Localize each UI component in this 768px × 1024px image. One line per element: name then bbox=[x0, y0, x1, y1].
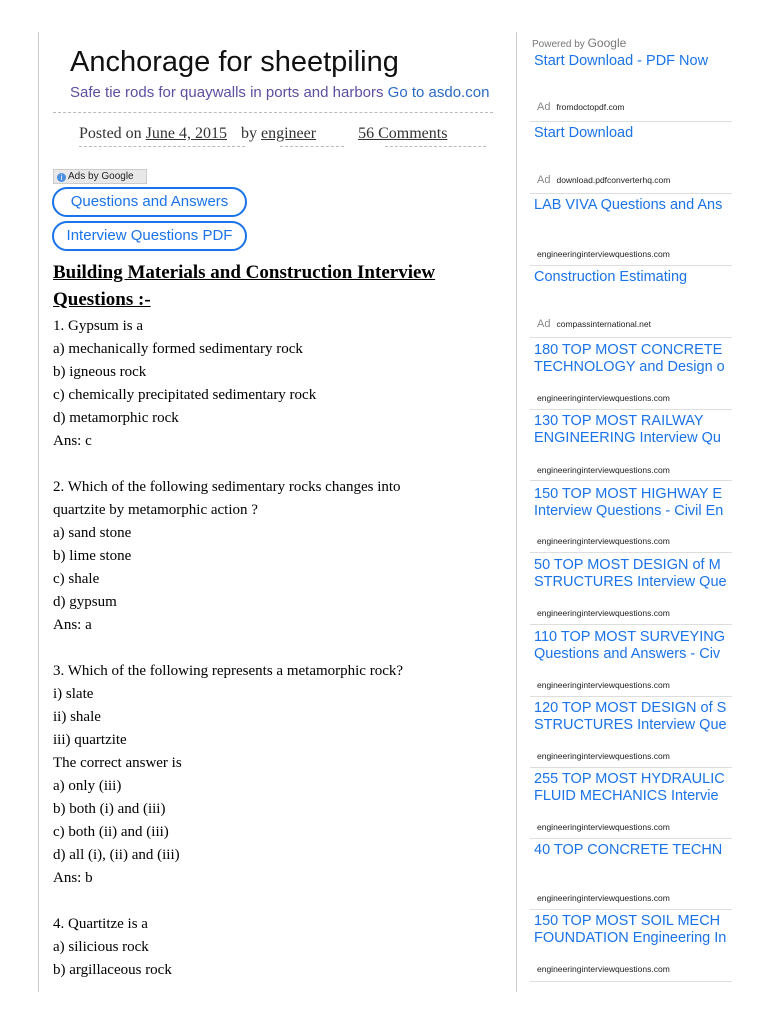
sidebar-ad-link[interactable] bbox=[534, 771, 734, 805]
sidebar-ad-title-line: 150 TOP MOST SOIL MECH bbox=[534, 913, 721, 929]
sidebar-ad-domain-text: engineeringinterviewquestions.com bbox=[537, 822, 670, 832]
sidebar-ad-domain[interactable] bbox=[537, 249, 670, 259]
posted-label: Posted on bbox=[79, 125, 142, 142]
sidebar-ad-domain[interactable] bbox=[537, 393, 670, 403]
question-line: Ans: a bbox=[53, 617, 92, 633]
sidebar-ad-link[interactable] bbox=[534, 842, 734, 859]
sidebar-ad-title-line: Questions and Answers - Civ bbox=[534, 646, 721, 662]
question-line: a) mechanically formed sedimentary rock bbox=[53, 341, 303, 357]
question-line: quartzite by metamorphic action ? bbox=[53, 502, 258, 518]
sidebar-ad-title-line: Start Download bbox=[534, 125, 634, 141]
meta-divider-2 bbox=[280, 146, 344, 147]
sidebar-ad-link[interactable] bbox=[534, 486, 734, 520]
ads-by-google-badge[interactable] bbox=[53, 169, 147, 184]
sidebar-ad-domain[interactable] bbox=[537, 318, 651, 330]
sidebar-ad-domain-text: engineeringinterviewquestions.com bbox=[537, 465, 670, 475]
ad-subtitle-text: Safe tie rods for quaywalls in ports and harbors bbox=[70, 84, 384, 101]
sidebar-ad-domain-text: engineeringinterviewquestions.com bbox=[537, 393, 670, 403]
sidebar-ad-domain-text: fromdoctopdf.com bbox=[556, 102, 625, 112]
question-text: 4. Quartitze is a bbox=[53, 916, 148, 932]
sidebar-ad-domain[interactable] bbox=[537, 174, 670, 186]
sidebar-divider bbox=[530, 696, 732, 697]
question-spacer bbox=[53, 637, 493, 660]
sidebar-ad-title-line: STRUCTURES Interview Que bbox=[534, 574, 727, 590]
question-text: 2. Which of the following sedimentary rocks changes into bbox=[53, 479, 401, 495]
question-spacer bbox=[53, 453, 493, 476]
question-line: iii) quartzite bbox=[53, 732, 127, 748]
ad-marker: Ad bbox=[537, 101, 551, 113]
sidebar-ad-domain-text: engineeringinterviewquestions.com bbox=[537, 751, 670, 761]
sidebar-ad-title-line: Interview Questions - Civil En bbox=[534, 503, 724, 519]
sidebar-ad-title-line: 40 TOP CONCRETE TECHN bbox=[534, 842, 723, 858]
sidebar-ad-domain[interactable] bbox=[537, 101, 625, 113]
sidebar-divider bbox=[530, 337, 732, 338]
questions-and-answers-button[interactable]: Questions and Answers bbox=[52, 187, 247, 217]
sidebar-divider bbox=[530, 767, 732, 768]
sidebar-ad-link[interactable] bbox=[534, 269, 734, 286]
sidebar-ad-title-line: 120 TOP MOST DESIGN of S bbox=[534, 700, 727, 716]
sidebar-ad-domain[interactable] bbox=[537, 680, 670, 690]
article-heading: Building Materials and Construction Interview Questions :- bbox=[53, 262, 436, 310]
sidebar-ad-domain-text: engineeringinterviewquestions.com bbox=[537, 964, 670, 974]
question-line: d) gypsum bbox=[53, 594, 117, 610]
question-line: d) metamorphic rock bbox=[53, 410, 179, 426]
sidebar-ad-title-line: Start Download - PDF Now bbox=[534, 53, 709, 69]
sidebar-ad-title-line: ENGINEERING Interview Qu bbox=[534, 430, 721, 446]
question-line: The correct answer is bbox=[53, 755, 182, 771]
sidebar-ad-title-line: 130 TOP MOST RAILWAY bbox=[534, 413, 704, 429]
ad-marker: Ad bbox=[537, 318, 551, 330]
column-divider bbox=[516, 32, 517, 992]
question-line: a) silicious rock bbox=[53, 939, 149, 955]
question-line: b) lime stone bbox=[53, 548, 132, 564]
sidebar-ad-domain-text: engineeringinterviewquestions.com bbox=[537, 680, 670, 690]
question-text: 1. Gypsum is a bbox=[53, 318, 143, 334]
sidebar-ad-domain[interactable] bbox=[537, 536, 670, 546]
meta-divider-3 bbox=[385, 146, 486, 147]
sidebar-ad-domain[interactable] bbox=[537, 465, 670, 475]
sidebar-ad-title-line: FLUID MECHANICS Intervie bbox=[534, 788, 719, 804]
interview-questions-pdf-button[interactable]: Interview Questions PDF bbox=[52, 221, 247, 251]
sidebar-ad-link[interactable] bbox=[534, 342, 734, 376]
question-line: b) both (i) and (iii) bbox=[53, 801, 166, 817]
sidebar-ad-link[interactable] bbox=[534, 53, 734, 70]
sidebar-ad-link[interactable] bbox=[534, 629, 734, 663]
question-line: d) all (i), (ii) and (iii) bbox=[53, 847, 180, 863]
sidebar-divider bbox=[530, 409, 732, 410]
sidebar-divider bbox=[530, 838, 732, 839]
question-line: a) only (iii) bbox=[53, 778, 122, 794]
sidebar-divider bbox=[530, 480, 732, 481]
google-logo: Google bbox=[587, 36, 627, 50]
question-line: i) slate bbox=[53, 686, 94, 702]
header-divider bbox=[53, 112, 493, 113]
question-line: c) shale bbox=[53, 571, 100, 587]
sidebar-ad-title-line: 110 TOP MOST SURVEYING bbox=[534, 629, 725, 645]
ad-marker: Ad bbox=[537, 174, 551, 186]
question-line: a) sand stone bbox=[53, 525, 132, 541]
sidebar-ad-domain[interactable] bbox=[537, 751, 670, 761]
sidebar-ad-domain-text: download.pdfconverterhq.com bbox=[556, 175, 671, 185]
sidebar-ad-link[interactable] bbox=[534, 913, 734, 947]
sidebar-ad-title-line: 50 TOP MOST DESIGN of M bbox=[534, 557, 721, 573]
post-meta bbox=[79, 125, 447, 143]
sidebar-ad-domain-text: engineeringinterviewquestions.com bbox=[537, 608, 670, 618]
sidebar-divider bbox=[530, 909, 732, 910]
question-line: Ans: c bbox=[53, 433, 92, 449]
sidebar-ad-title-line: Construction Estimating bbox=[534, 269, 688, 285]
sidebar-ad-title-line: 255 TOP MOST HYDRAULIC bbox=[534, 771, 725, 787]
info-icon: i bbox=[57, 173, 66, 182]
sidebar-ad-link[interactable] bbox=[534, 413, 734, 447]
sidebar-ad-domain[interactable] bbox=[537, 822, 670, 832]
question-line: b) argillaceous rock bbox=[53, 962, 172, 978]
ads-badge-label: Ads by Google bbox=[68, 171, 134, 182]
question-line: b) igneous rock bbox=[53, 364, 147, 380]
ad-visit-link[interactable]: Go to asdo.con bbox=[387, 84, 490, 101]
sidebar-ad-domain[interactable] bbox=[537, 608, 670, 618]
sidebar-ad-domain[interactable] bbox=[537, 964, 670, 974]
author-link[interactable]: engineer bbox=[261, 125, 317, 142]
question-line: c) both (ii) and (iii) bbox=[53, 824, 169, 840]
sidebar-divider bbox=[530, 981, 732, 982]
sidebar-ad-link[interactable] bbox=[534, 125, 734, 142]
sidebar-ad-link[interactable] bbox=[534, 557, 734, 591]
sidebar-divider bbox=[530, 121, 732, 122]
ad-description[interactable] bbox=[70, 84, 532, 101]
sidebar-divider bbox=[530, 193, 732, 194]
sidebar-ad-link[interactable] bbox=[534, 700, 734, 734]
by-label: by bbox=[241, 125, 257, 142]
sidebar-ad-title-line: 150 TOP MOST HIGHWAY E bbox=[534, 486, 723, 502]
sidebar-divider bbox=[530, 265, 732, 266]
sidebar-ad-domain-text: engineeringinterviewquestions.com bbox=[537, 249, 670, 259]
ad-headline[interactable]: Anchorage for sheetpiling bbox=[70, 46, 399, 78]
question-line: c) chemically precipitated sedimentary rock bbox=[53, 387, 317, 403]
question-list bbox=[53, 315, 493, 982]
sidebar-ad-title-line: STRUCTURES Interview Que bbox=[534, 717, 727, 733]
powered-by-label: Powered by bbox=[532, 39, 585, 50]
sidebar-ad-domain-text: engineeringinterviewquestions.com bbox=[537, 536, 670, 546]
sidebar-divider bbox=[530, 624, 732, 625]
powered-by-google bbox=[532, 36, 626, 50]
sidebar-ad-link[interactable] bbox=[534, 197, 734, 214]
sidebar-ad-title-line: 180 TOP MOST CONCRETE bbox=[534, 342, 723, 358]
sidebar-ad-domain-text: compassinternational.net bbox=[556, 319, 651, 329]
question-line: Ans: b bbox=[53, 870, 93, 886]
sidebar-ad-title-line: LAB VIVA Questions and Ans bbox=[534, 197, 723, 213]
comments-link[interactable]: 56 Comments bbox=[358, 125, 448, 142]
sidebar-ad-domain[interactable] bbox=[537, 893, 670, 903]
question-text: 3. Which of the following represents a metamorphic rock? bbox=[53, 663, 404, 679]
sidebar-divider bbox=[530, 552, 732, 553]
meta-divider-1 bbox=[79, 146, 245, 147]
post-date-link[interactable]: June 4, 2015 bbox=[145, 125, 227, 142]
question-spacer bbox=[53, 890, 493, 913]
left-border bbox=[38, 32, 39, 992]
sidebar-ad-domain-text: engineeringinterviewquestions.com bbox=[537, 893, 670, 903]
sidebar-ad-title-line: FOUNDATION Engineering In bbox=[534, 930, 727, 946]
sidebar-ad-title-line: TECHNOLOGY and Design o bbox=[534, 359, 725, 375]
question-line: ii) shale bbox=[53, 709, 101, 725]
